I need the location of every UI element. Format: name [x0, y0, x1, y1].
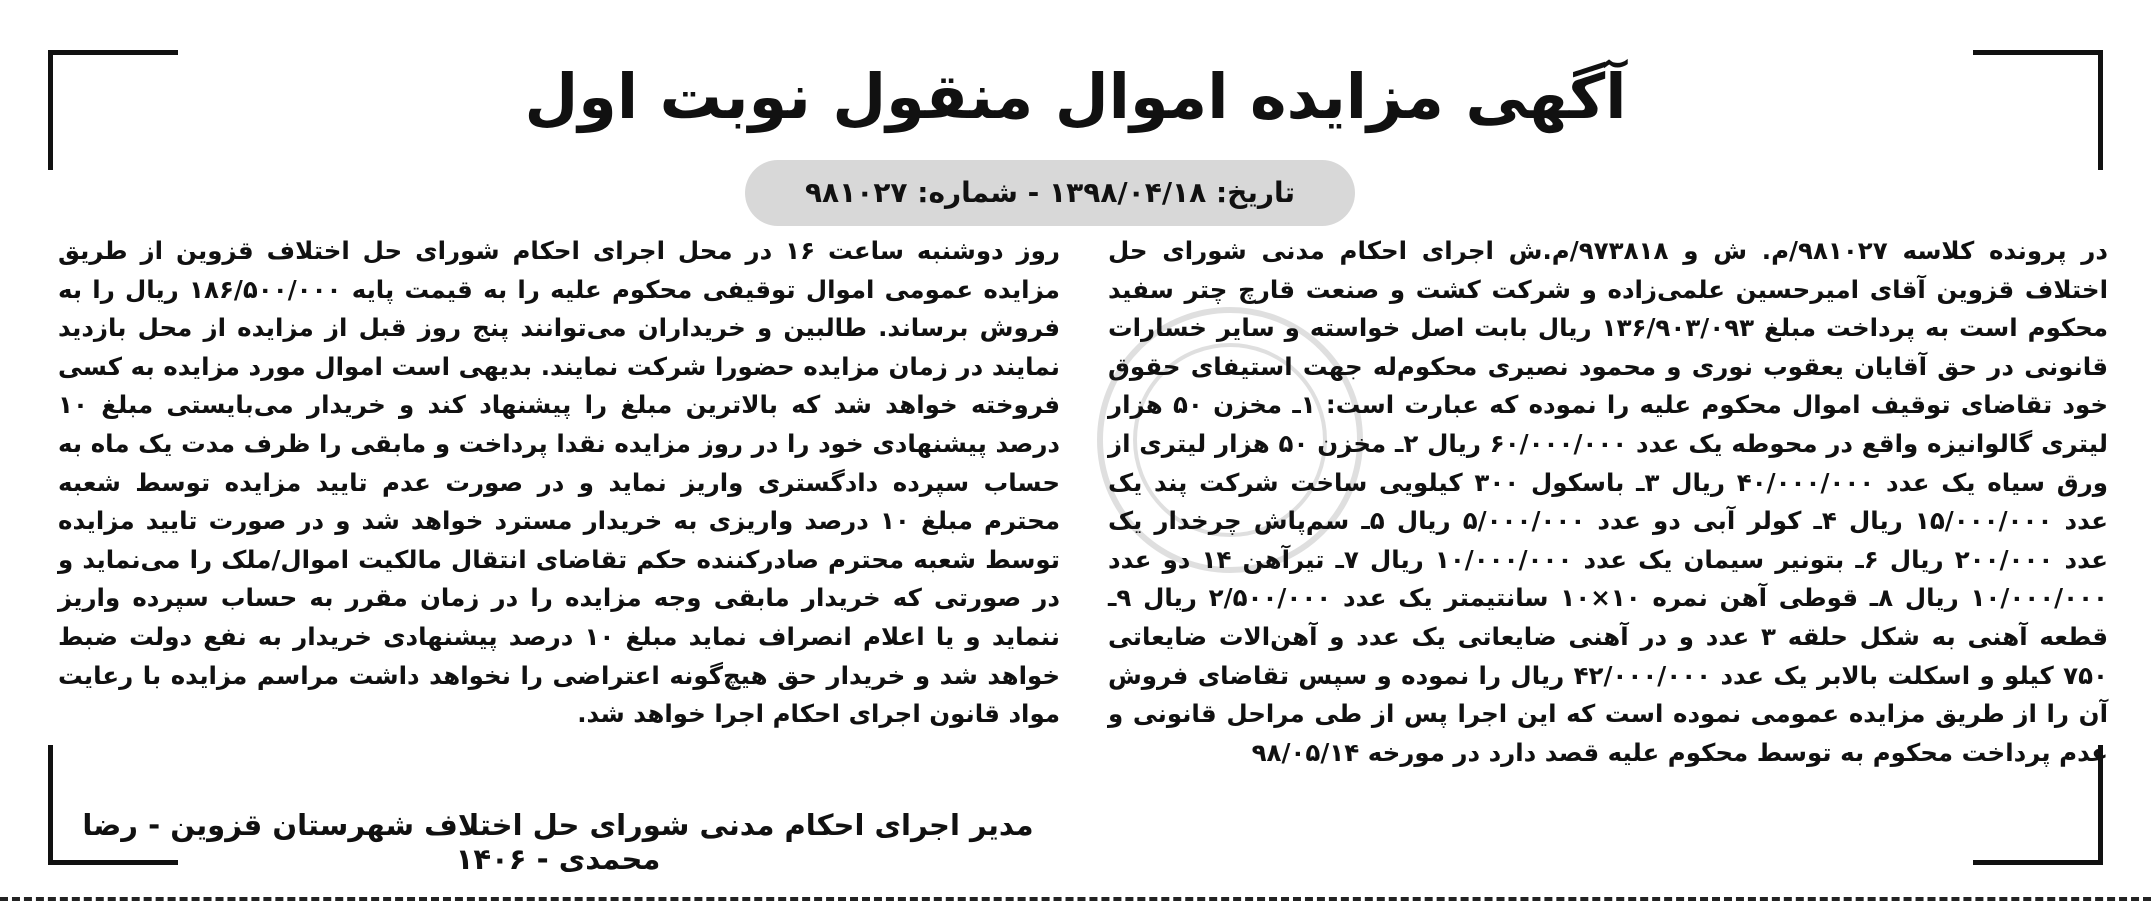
frame-corner [1973, 860, 2103, 865]
notice-body-left [58, 232, 1060, 734]
body-paragraph: در پرونده کلاسه ۹۸۱۰۲۷/م. ش و ۹۷۳۸۱۸/م.ش اجرای احکام مدنی شورای حل اختلاف قزوین آقای امیرحسین علمی‌زاده و شرکت کشت و صنعت قارچ چتر سفید محکوم است به پرداخت مبلغ ۱۳۶/۹۰۳/۰۹۳ ریال بابت اصل خواسته و سایر خسارات قانونی در حق آقایان یعقوب نوری و محمود نصیری محکوم‌له جهت استیفای حقوق خود تقاضای توقیف اموال محکوم علیه را نموده که عبارت است: ۱ـ مخزن ۵۰ هزار لیتری گالوانیزه واقع در محوطه یک عدد ۶۰/۰۰۰/۰۰۰ ریال ۲ـ مخزن ۵۰ هزار لیتری از ورق سیاه یک عدد ۴۰/۰۰۰/۰۰۰ ریال ۳ـ باسکول ۳۰۰ کیلویی ساخت شرکت پند یک عدد ۱۵/۰۰۰/۰۰۰ ریال ۴ـ کولر آبی دو عدد ۵/۰۰۰/۰۰۰ ریال ۵ـ سم‌پاش چرخدار یک عدد ۲۰۰/۰۰۰ ریال ۶ـ بتونیر سیمان یک عدد ۱۰/۰۰۰/۰۰۰ ریال ۷ـ تیرآهن ۱۴ دو عدد ۱۰/۰۰۰/۰۰۰ ریال ۸ـ قوطی آهن نمره ۱۰×۱۰ سانتیمتر یک عدد ۲/۵۰۰/۰۰۰ ریال ۹ـ قطعه آهنی به شکل حلقه ۳ عدد و در آهنی ضایعاتی یک عدد و آهن‌الات ضایعاتی ۷۵۰ کیلو و اسکلت بالابر یک عدد ۴۲/۰۰۰/۰۰۰ ریال را نموده و سپس تقاضای فروش آن را از طریق مزایده عمومی نموده است که این اجرا پس از طی مراحل قانونی و عدم پرداخت محکوم به توسط محکوم علیه قصد دارد در مورخه ۹۸/۰۵/۱۴ [1108, 236, 2108, 767]
date-number-badge: تاریخ: ۱۳۹۸/۰۴/۱۸ - شماره: ۹۸۱۰۲۷ [745, 160, 1355, 226]
cut-line [0, 897, 2151, 901]
frame-corner [48, 50, 178, 55]
body-paragraph: روز دوشنبه ساعت ۱۶ در محل اجرای احکام شورای حل اختلاف قزوین از طریق مزایده عمومی اموال توقیفی محکوم علیه را به قیمت پایه ۱۸۶/۵۰۰/۰۰۰ ریال را به فروش برساند. طالبین و خریداران می‌توانند پنج روز قبل از مزایده از محل بازدید نمایند در زمان مزایده حضورا شرکت نمایند. بدیهی است اموال مورد مزایده به کسی فروخته خواهد شد که بالاترین مبلغ را پیشنهاد کند و خریدار می‌بایستی مبلغ ۱۰ درصد پیشنهادی خود را در روز مزایده نقدا پرداخت و مابقی را ظرف مدت یک ماه به حساب سپرده دادگستری واریز نماید و در صورت عدم تایید مزایده توسط شعبه محترم مبلغ ۱۰ درصد واریزی به خریدار مسترد خواهد شد و در صورت تایید مزایده توسط شعبه محترم صادرکننده حکم تقاضای انتقال مالکیت اموال/ملک را می‌نماید و در صورتی که خریدار مابقی وجه مزایده را در زمان مقرر به حساب سپرده واریز ننماید و یا اعلام انصراف نماید مبلغ ۱۰ درصد پیشنهادی خریدار به نفع دولت ضبط خواهد شد و خریدار حق هیچ‌گونه اعتراضی را نخواهد داشت مراسم مزایده با رعایت مواد قانون اجرای احکام اجرا خواهد شد. [58, 236, 1061, 729]
notice-body-right [1108, 232, 2108, 772]
frame-corner [1973, 50, 2103, 55]
signature-line: مدیر اجرای احکام مدنی شورای حل اختلاف شهرستان قزوین - رضا محمدی - ۱۴۰۶ [82, 808, 1034, 876]
page-title: آگهی مزایده اموال منقول نوبت اول [524, 60, 1627, 133]
frame-corner [48, 745, 53, 865]
